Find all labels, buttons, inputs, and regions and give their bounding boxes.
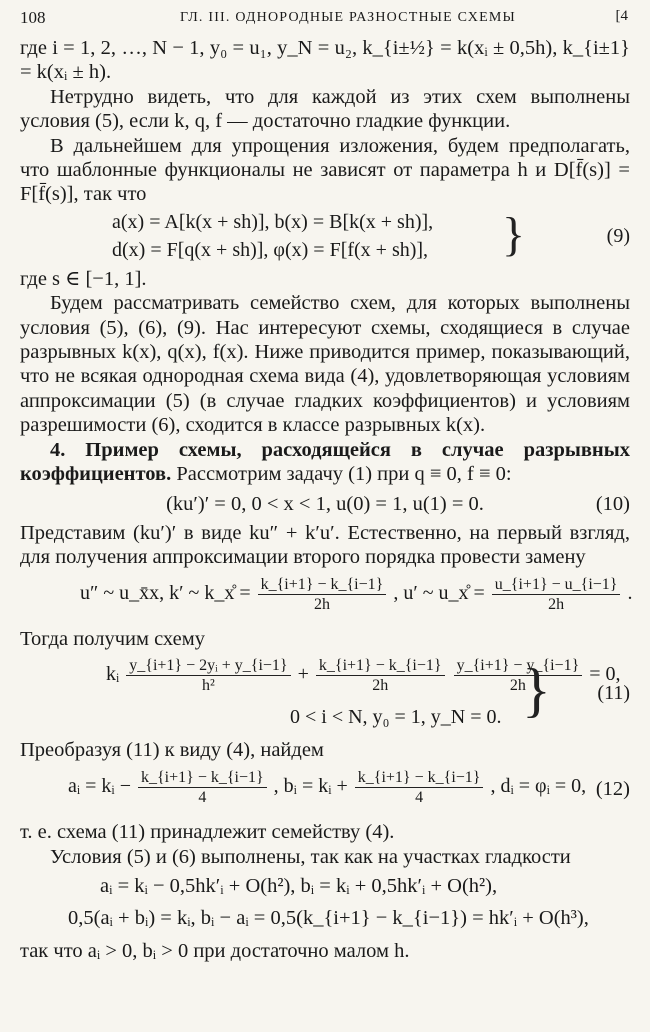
paragraph-10: т. е. схема (11) принадлежит семейству (4). [20,821,395,844]
equation-12-d: , dᵢ = φᵢ = 0, [490,775,587,798]
equation-9-row-1: a(x) = A[k(x + sh)], b(x) = B[k(x + sh)], [112,210,434,233]
fraction [126,656,290,695]
equation-11-plus: + [297,662,309,685]
fraction [492,575,621,614]
page-number: 108 [20,8,46,27]
equation-13-row-2: 0,5(aᵢ + bᵢ) = kᵢ, bᵢ − aᵢ = 0,5(k_{i+1} − k_{i−1}) = hk′ᵢ + O(h³), [68,906,589,929]
fraction [258,575,387,614]
fraction-denominator: 2h [548,596,565,614]
fraction [138,768,267,807]
substitution-middle: , u′ ~ u_x̊ = [393,582,485,605]
section-number: [4 [615,8,628,24]
fraction-denominator: h² [202,676,215,694]
fraction [316,656,445,695]
fraction-denominator: 2h [509,676,526,694]
substitution-end: . [627,582,633,605]
fraction-numerator: k_{i+1} − k_{i−1} [355,768,484,788]
equation-11 [20,652,630,738]
book-page [20,6,633,963]
equation-11-equals-zero: = 0, [589,662,621,685]
fraction-numerator: y_{i+1} − y_{i−1} [454,656,583,676]
fraction-numerator: k_{i+1} − k_{i−1} [316,656,445,676]
equation-9-number: (9) [606,224,630,247]
equation-9-row-2: d(x) = F[q(x + sh)], φ(x) = F[f(x + sh)], [112,238,429,261]
fraction-denominator: 4 [415,789,424,807]
paragraph-11: Условия (5) и (6) выполнены, так как на участках гладкости [50,845,571,868]
equation-12 [20,762,630,820]
equation-13-row-1: aᵢ = kᵢ − 0,5hk′ᵢ + O(h²), bᵢ = kᵢ + 0,5hk′ᵢ + O(h²), [100,874,498,897]
equation-12-b: , bᵢ = kᵢ + [273,775,348,798]
right-brace-icon: } [522,656,551,723]
paragraph-12: так что aᵢ > 0, bᵢ > 0 при достаточно малом h. [20,939,410,962]
fraction-numerator: k_{i+1} − k_{i−1} [258,575,387,595]
paragraph-6-text: Рассмотрим задачу (1) при q ≡ 0, f ≡ 0: [171,463,512,486]
equation-12-a: aᵢ = kᵢ − [68,775,131,798]
paragraph-7: Представим (ku′)′ в виде ku″ + k′u′. Естественно, на первый взгляд, для получения аппроксимации второго порядка провести замену [20,521,630,568]
paragraph-2: Нетрудно видеть, что для каждой из этих схем выполнены условия (5), если k, q, f — достаточно гладкие функции. [20,85,630,133]
equation-11-k: kᵢ [106,662,120,685]
running-title: ГЛ. III. ОДНОРОДНЫЕ РАЗНОСТНЫЕ СХЕМЫ [180,10,516,25]
page-header [20,6,630,36]
equation-11-number: (11) [597,681,630,704]
paragraph-5: Будем рассматривать семейство схем, для которых выполнены условия (5), (6), (9). Нас интересуют схемы, сходящиеся в случае разрывных k(x), q(x), f(x). Ниже приводится пример, показывающий, что не всякая однородная схема вида (4), удовлетворяющая условиям аппроксимации (5) (в случае гладких коэффициентов) и условиям разрешимости (6), сходится в классе разрывных k(x). [20,292,630,437]
fraction-denominator: 4 [198,789,207,807]
substitution-left: u″ ~ u_x̄x, k′ ~ k_x̊ = [80,582,251,605]
equation-10-body: (ku′)′ = 0, 0 < x < 1, u(0) = 1, u(1) = 0. [166,492,484,515]
paragraph-6 [20,438,630,487]
equation-12-number: (12) [595,778,630,801]
fraction-numerator: k_{i+1} − k_{i−1} [138,768,267,788]
fraction-numerator: y_{i+1} − 2yᵢ + y_{i−1} [126,656,290,676]
fraction [355,768,484,807]
fraction-numerator: u_{i+1} − u_{i−1} [492,575,621,595]
equation-13 [20,869,630,939]
paragraph-1: где i = 1, 2, …, N − 1, y₀ = u₁, y_N = u₂, k_{i±½} = k(xᵢ ± 0,5h), k_{i±1} = k(xᵢ ± h). [20,37,630,84]
equation-9 [20,207,630,267]
paragraph-9: Преобразуя (11) к виду (4), найдем [20,738,324,761]
equation-10-number: (10) [595,492,630,515]
fraction-denominator: 2h [313,596,330,614]
paragraph-3: В дальнейшем для упрощения изложения, будем предполагать, что шаблонные функционалы не зависят от параметра h и D[f̄(s)] = F[f̄(s)], так что [20,134,630,206]
equation-10 [20,487,630,521]
fraction [454,656,583,695]
fraction-denominator: 2h [372,676,389,694]
equation-11-row-2: 0 < i < N, y₀ = 1, y_N = 0. [290,705,502,728]
paragraph-8: Тогда получим схему [20,628,205,651]
right-brace-icon: } [502,207,526,261]
section-heading: 4. Пример схемы, расходящейся в случае разрывных коэффициентов. [20,438,630,486]
paragraph-4: где s ∈ [−1, 1]. [20,267,147,290]
substitution-equation [20,569,633,627]
